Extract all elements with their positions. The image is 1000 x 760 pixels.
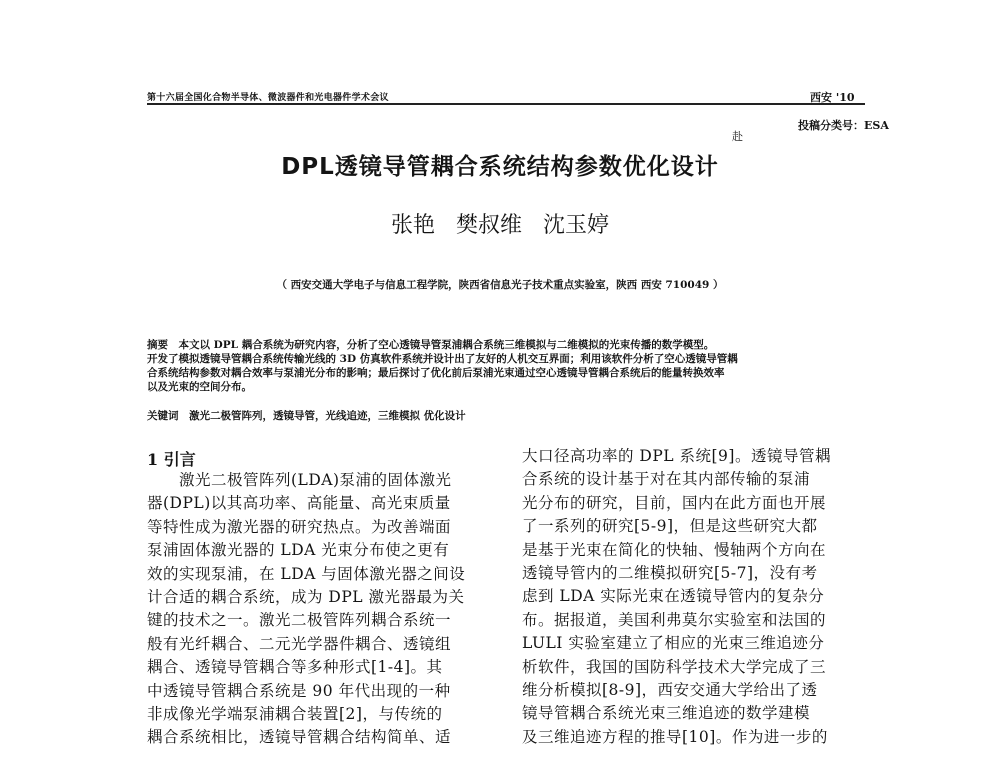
body-line: 了一系列的研究[5-9]，但是这些研究大都 (522, 517, 818, 536)
abstract-line: 开发了模拟透镜导管耦合系统传输光线的 3D 仿真软件系统并设计出了友好的人机交互界面；利用该软件分析了空心透镜导管耦 (147, 353, 738, 365)
location-year: 西安 '10 (810, 91, 855, 104)
body-line: 键的技术之一。激光二极管阵列耦合系统一 (147, 611, 452, 630)
affiliation: （ 西安交通大学电子与信息工程学院，陕西省信息光子技术重点实验室，陕西 西安 710049 ） (276, 279, 724, 291)
abstract-line: 摘要 本文以 DPL 耦合系统为研究内容，分析了空心透镜导管泵浦耦合系统三维模拟与二维模拟的光束传播的数学模型。 (147, 339, 715, 351)
body-line: 泵浦固体激光器的 LDA 光束分布使之更有 (147, 541, 450, 560)
body-line: 等特性成为激光器的研究热点。为改善端面 (147, 517, 452, 536)
body-line: 激光二极管阵列(LDA)泵浦的固体激光 (147, 471, 452, 489)
body-line: 镜导管耦合系统光束三维追迹的数学建模 (522, 704, 811, 723)
header-rule (147, 103, 865, 105)
body-line: 耦合、透镜导管耦合等多种形式[1-4]。其 (147, 658, 443, 677)
body-line: 析软件，我国的国防科学技术大学完成了三 (522, 657, 827, 676)
body-line: 器(DPL)以其高功率、高能量、高光束质量 (147, 494, 451, 513)
abstract-line: 合系统结构参数对耦合效率与泵浦光分布的影响；最后探讨了优化前后泵浦光束通过空心透镜导管耦合系统后的能量转换效率 (147, 367, 725, 379)
author-name: 张艳 (390, 213, 435, 238)
abstract-line: 以及光束的空间分布。 (147, 381, 252, 393)
body-line: 透镜导管内的二维模拟研究[5-7]，没有考 (522, 564, 818, 583)
body-line: 布。据报道，美国利弗莫尔实验室和法国的 (522, 610, 827, 629)
body-line: 是基于光束在简化的快轴、慢轴两个方向在 (522, 540, 827, 559)
body-column-right (522, 445, 867, 749)
body-line: 中透镜导管耦合系统是 90 年代出现的一种 (147, 681, 451, 700)
classification-code: 投稿分类号：ESA (798, 119, 889, 132)
abstract (147, 338, 863, 394)
handwritten-mark: 赴 (732, 130, 743, 143)
body-line: 光分布的研究，目前，国内在此方面也开展 (522, 493, 827, 512)
keywords: 关键词 激光二极管阵列，透镜导管，光线追迹，三维模拟 优化设计 (147, 410, 466, 422)
body-line: 及三维追迹方程的推导[10]。作为进一步的 (522, 727, 828, 746)
body-line: 非成像光学端泵浦耦合装置[2]，与传统的 (147, 705, 443, 724)
body-line: LULI 实验室建立了相应的光束三维追迹分 (522, 634, 825, 653)
body-line: 虑到 LDA 实际光束在透镜导管内的复杂分 (522, 587, 825, 606)
body-line: 耦合系统相比，透镜导管耦合结构简单、适 (147, 728, 452, 747)
author-list (0, 208, 1000, 239)
body-line: 大口径高功率的 DPL 系统[9]。透镜导管耦 (522, 447, 831, 465)
body-line: 般有光纤耦合、二元光学器件耦合、透镜组 (147, 634, 452, 653)
author-name: 樊叔维 (455, 213, 522, 238)
body-line: 合系统的设计基于对在其内部传输的泵浦 (522, 470, 811, 489)
body-line: 维分析模拟[8-9]，西安交通大学给出了透 (522, 681, 818, 700)
author-name: 沈玉婷 (543, 213, 610, 238)
paper-title: DPL透镜导管耦合系统结构参数优化设计 (281, 154, 719, 180)
body-column-left (147, 469, 487, 750)
conference-header: 第十六届全国化合物半导体、微波器件和光电器件学术会议 (147, 93, 389, 103)
body-line: 计合适的耦合系统，成为 DPL 激光器最为关 (147, 588, 465, 607)
section-title: 1 引言 (147, 450, 196, 469)
body-line: 效的实现泵浦，在 LDA 与固体激光器之间设 (147, 564, 466, 583)
